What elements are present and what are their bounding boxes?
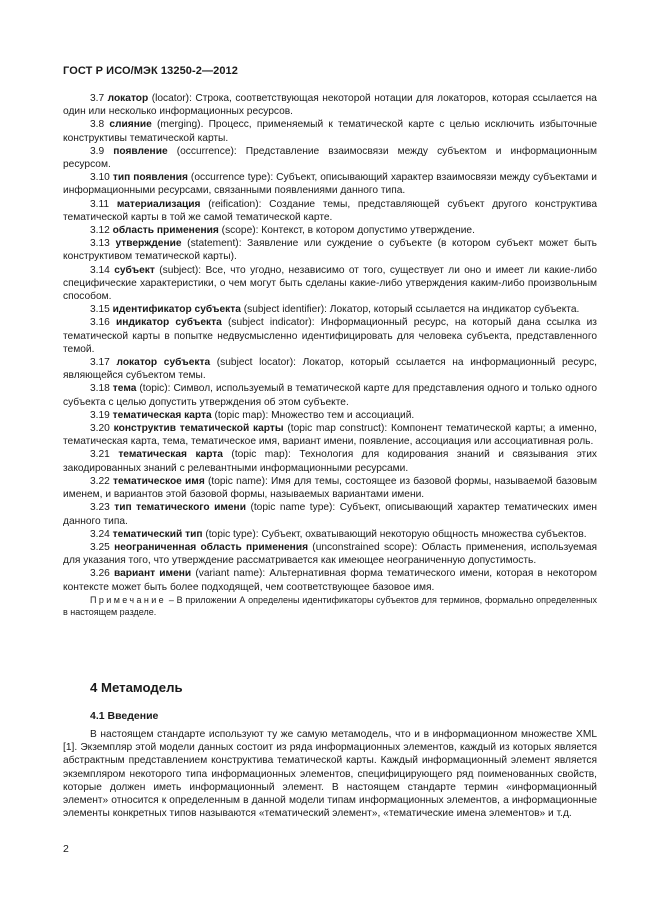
definition-term: индикатор субъекта [116,317,222,329]
definition-text: (locator): Строка, соответствующая некоторой нотации для локаторов, которая ссылается на один или несколько информационных ресурсов. [63,93,597,118]
definition-number: 3.17 [90,357,110,369]
definition-text: (topic): Символ, используемый в тематической карте для представления одного и только одного субъекта с целью допустить утверждения об этом субъекте. [63,383,597,408]
definitions-list [63,92,597,618]
definition-term: вариант имени [114,568,192,580]
definition-text: (variant name): Альтернативная форма тематического имени, которая в некотором контексте может быть более подходящей, чем соответствующее базовое имя. [63,568,597,593]
definition-text: (topic map construct): Компонент тематической карты; а именно, тематическая карта, тема, тематическое имя, вариант имени, появление, ассоциация или ассоциативная роль. [63,423,597,448]
definition-item [63,475,597,501]
definition-text: (occurrence): Представление взаимосвязи между субъектом и информационным ресурсом. [63,145,597,171]
definition-term: тип появления [112,172,188,184]
definition-number: 3.12 [90,225,110,237]
definition-number: 3.11 [90,198,110,210]
definition-text: (subject indicator): Информационный ресурс, на который дана ссылка из тематической карты в попытке недвусмысленно идентифицировать для человека субъекта, представленного темой. [63,317,597,355]
definition-term: неограниченная область применения [114,541,309,553]
definition-text: (statement): Заявление или суждение о субъекте (в котором субъект может быть конструктивом тематической карты). [63,238,597,263]
definition-term: тематическое имя [113,475,205,487]
definition-text: (scope): Контекст, в котором допустимо утверждение. [218,225,475,237]
definition-term: слияние [109,119,152,131]
definition-item [63,528,597,541]
body-text [63,728,597,820]
definition-number: 3.22 [90,475,110,487]
definition-term: тематическая карта [112,409,212,421]
definition-term: тематическая карта [118,449,223,461]
note-label: Примечание [90,594,167,605]
definition-item [63,409,597,422]
definition-text: (subject locator): Локатор, который ссылается на информационный ресурс, являющейся субъектом темы. [63,357,598,382]
definition-term: тема [112,383,137,395]
definition-term: субъект [114,264,155,276]
definition-number: 3.13 [90,238,110,250]
definition-term: локатор [107,93,149,104]
definition-item [63,145,597,171]
definition-term: материализация [116,198,201,210]
definition-term: конструктив тематической карты [113,423,284,435]
definition-text: (reification): Создание темы, представляющей субъект другого конструктива тематической карты в той же самой тематической карте. [63,198,597,223]
definition-term: идентификатор субъекта [112,304,241,316]
definition-item [63,382,597,408]
definition-text: (topic map): Множество тем и ассоциаций. [211,409,415,421]
definition-item [63,118,597,144]
definition-item [63,501,597,527]
definition-item [63,303,597,316]
document-header: ГОСТ Р ИСО/МЭК 13250-2—2012 [63,65,238,77]
definition-number: 3.25 [90,541,110,553]
definition-number: 3.16 [90,317,110,329]
definition-text: (subject identifier): Локатор, который ссылается на индикатор субъекта. [240,304,580,316]
definition-number: 3.26 [90,568,110,580]
definition-number: 3.23 [90,502,110,514]
definition-number: 3.14 [90,264,110,276]
note-text: – В приложении А определены идентификаторы субъектов для терминов, формально определенных в настоящем разделе. [63,594,597,617]
definition-item [63,198,597,224]
definition-text: (topic map): Технология для кодирования знаний и связывания этих закодированных знаний с релевантными информационными ресурсами. [63,449,597,474]
definition-item [63,448,597,474]
definition-item [63,92,597,118]
definition-item [63,541,597,567]
page-number: 2 [63,843,69,855]
definition-number: 3.20 [90,423,110,435]
definition-number: 3.19 [90,409,110,421]
definition-item [63,224,597,237]
definition-term: тематический тип [112,528,203,540]
definition-number: 3.18 [90,383,110,395]
definitions-container [63,92,597,594]
body-paragraph: В настоящем стандарте используют ту же самую метамодель, что и в информационном множестве XML [1]. Экземпляр этой модели данных состоит из ряда информационных элементов, каждый из которых является абстрактным представлением конструктива тематической карты. Каждый информационный элемент является экземпляром некоторого типа информационных элементов, специфицирующего ряд поименованных свойств, которые должен иметь информационный элемент. В настоящем стандарте термин «информационный элемент» относится к определенным в данной модели типам информационных элементов, а информационные элементы конкретных типов называются «тематический элемент», «тематические имена элементов» и т.д. [63,729,597,820]
definition-item [63,171,597,197]
definition-number: 3.7 [90,93,105,104]
definition-item [63,316,597,356]
subsection-title: 4.1 Введение [90,710,159,722]
definition-item [63,356,597,382]
definition-text: (occurrence type): Субъект, описывающий характер взаимосвязи между субъектами и информационными ресурсами, связанными появлениями данного типа. [63,172,597,197]
definition-text: (unconstrained scope): Область применения, используемая для указания того, что утверждение рассматривается как имеющее неограниченную допустимость. [63,541,597,567]
definition-item [63,237,597,263]
definition-text: (topic type): Субъект, охватывающий некоторую общность множества субъектов. [202,528,587,540]
definition-text: (topic name): Имя для темы, состоящее из базовой формы, называемой базовым именем, и вариантов этой базовой формы, называемых вариантами имени. [63,475,597,501]
definition-text: (subject): Все, что угодно, независимо от того, существует ли оно и имеет ли какие-либо специфические характеристики, о чем могут быть сделаны какие-либо утверждения каким-либо произвольным способом. [63,264,597,303]
definition-term: область применения [112,225,219,237]
definition-item [63,264,597,304]
definition-item [63,422,597,448]
definition-number: 3.15 [90,304,110,316]
definition-term: локатор субъекта [116,357,211,369]
definition-term: утверждение [115,238,182,250]
definition-text: (topic name type): Субъект, описывающий характер тематических имен данного типа. [63,502,597,527]
definition-number: 3.8 [90,119,105,131]
note-paragraph [63,594,597,618]
definition-item [63,567,597,593]
section-title: 4 Метамодель [90,680,183,695]
definition-number: 3.21 [90,449,110,461]
definition-text: (merging). Процесс, применяемый к тематической карте с целью исключить избыточные конструктивы тематической карты. [63,119,597,144]
definition-number: 3.24 [90,528,110,540]
definition-number: 3.10 [90,172,110,184]
definition-term: появление [113,145,168,157]
definition-number: 3.9 [90,145,105,157]
definition-term: тип тематического имени [114,502,246,514]
